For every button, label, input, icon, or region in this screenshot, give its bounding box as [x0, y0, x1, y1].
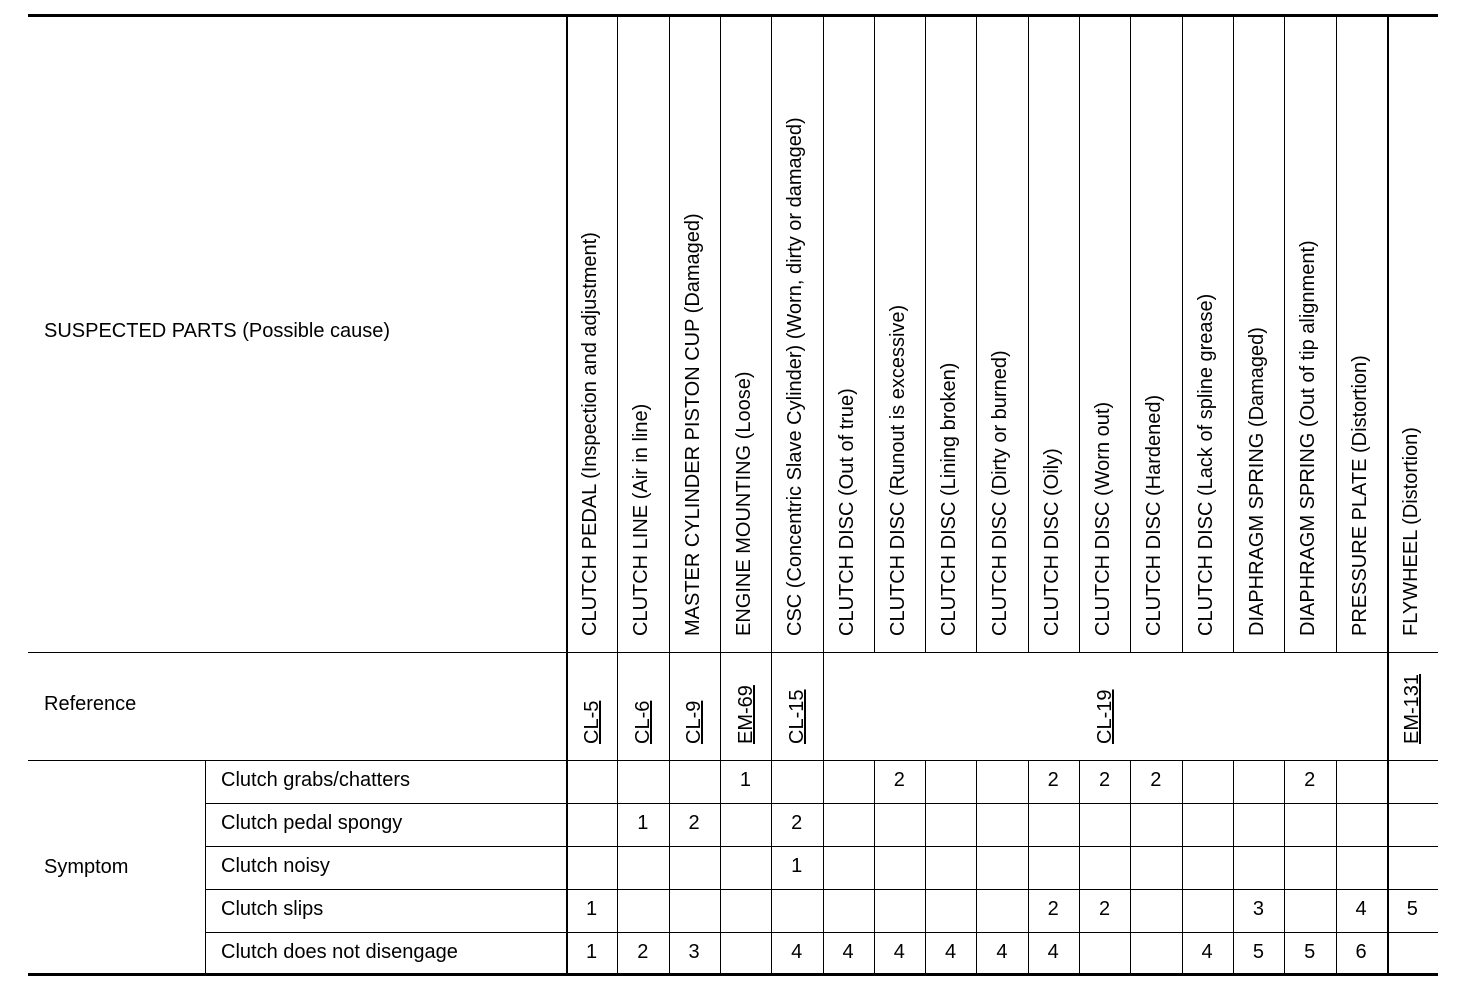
part-header: ENGINE MOUNTING (Loose): [732, 371, 755, 636]
reference-link[interactable]: EM-69: [734, 685, 757, 744]
priority-cell: 5: [1252, 941, 1264, 963]
part-column-divider: [669, 14, 670, 652]
priority-cell: 4: [1047, 941, 1059, 963]
table-top-border: [28, 14, 1438, 17]
priority-cell: 2: [637, 941, 649, 963]
part-header: CSC (Concentric Slave Cylinder) (Worn, dirty or damaged): [784, 117, 807, 636]
priority-cell: 4: [1201, 941, 1213, 963]
priority-cell: 5: [1406, 898, 1418, 920]
part-column-divider: [1079, 14, 1080, 652]
symptom-row-label: Clutch does not disengage: [221, 941, 458, 963]
part-column-divider: [823, 14, 824, 652]
part-column-divider: [1028, 14, 1029, 652]
part-header: CLUTCH DISC (Oily): [1040, 448, 1063, 636]
part-header: CLUTCH DISC (Runout is excessive): [886, 304, 909, 636]
part-column-divider: [1387, 760, 1389, 976]
reference-span-divider: [669, 652, 670, 760]
priority-cell: 2: [1047, 769, 1059, 791]
symptom-row-label: Clutch slips: [221, 898, 324, 920]
part-column-divider: [1130, 14, 1131, 652]
part-header: CLUTCH DISC (Hardened): [1143, 394, 1166, 636]
part-column-divider: [976, 14, 977, 652]
reference-span-divider: [1387, 652, 1389, 760]
part-column-divider: [720, 760, 721, 976]
reference-span-divider: [617, 652, 618, 760]
part-header: CLUTCH DISC (Dirty or burned): [989, 350, 1012, 636]
reference-link[interactable]: CL-5: [580, 700, 603, 744]
part-header: DIAPHRAGM SPRING (Out of tip alignment): [1297, 240, 1320, 636]
reference-link[interactable]: CL-9: [683, 700, 706, 744]
priority-cell: 6: [1355, 941, 1367, 963]
symptom-row-divider: [205, 846, 1438, 847]
symptom-row-divider: [205, 932, 1438, 933]
priority-cell: 2: [1098, 898, 1111, 920]
symptom-row-divider: [205, 889, 1438, 890]
part-column-divider: [720, 14, 721, 652]
priority-cell: 1: [637, 812, 649, 834]
table-bottom-border: [28, 973, 1438, 976]
symptom-row-divider: [205, 803, 1438, 804]
priority-cell: 3: [688, 941, 700, 963]
part-column-divider: [1079, 760, 1080, 976]
priority-cell: 5: [1304, 941, 1316, 963]
part-header: CLUTCH DISC (Out of true): [835, 388, 858, 636]
part-column-divider: [771, 14, 772, 652]
reference-label: Reference: [44, 693, 137, 715]
reference-span-divider: [720, 652, 721, 760]
priority-cell: 3: [1252, 898, 1264, 920]
priority-cell: 4: [893, 941, 905, 963]
priority-cell: 1: [791, 855, 803, 877]
symptom-column-divider: [205, 760, 206, 976]
reference-span-divider: [823, 652, 824, 760]
part-header: CLUTCH LINE (Air in line): [630, 403, 653, 636]
symptom-row-label: Clutch grabs/chatters: [221, 769, 410, 791]
priority-cell: 2: [1047, 898, 1059, 920]
priority-cell: 4: [996, 941, 1008, 963]
priority-cell: 2: [1304, 769, 1316, 791]
part-header: MASTER CYLINDER PISTON CUP (Damaged): [681, 213, 704, 636]
part-header: FLYWHEEL (Distortion): [1399, 427, 1422, 636]
suspected-parts-header: SUSPECTED PARTS (Possible cause): [44, 320, 391, 342]
part-column-divider: [617, 14, 618, 652]
priority-cell: 4: [842, 941, 854, 963]
priority-cell: 2: [893, 769, 905, 791]
reference-span-divider: [566, 652, 568, 760]
reference-link[interactable]: CL-6: [631, 700, 654, 744]
priority-cell: 4: [1355, 898, 1367, 920]
part-column-divider: [566, 14, 568, 652]
part-column-divider: [1182, 14, 1183, 652]
priority-cell: 1: [739, 769, 751, 791]
priority-cell: 4: [945, 941, 957, 963]
part-column-divider: [1233, 14, 1234, 652]
symptom-row-label: Clutch noisy: [221, 855, 330, 877]
part-header: CLUTCH DISC (Worn out): [1092, 401, 1114, 636]
part-header: DIAPHRAGM SPRING (Damaged): [1245, 327, 1268, 636]
part-column-divider: [1284, 14, 1285, 652]
part-column-divider: [1387, 14, 1389, 652]
priority-cell: 2: [1150, 769, 1162, 791]
priority-cell: 1: [585, 941, 598, 963]
reference-link[interactable]: CL-19: [1093, 689, 1116, 744]
part-column-divider: [1130, 760, 1131, 976]
reference-link[interactable]: EM-131: [1401, 673, 1424, 744]
header-divider: [28, 652, 1438, 653]
part-header: CLUTCH DISC (Lining broken): [938, 362, 961, 636]
part-header: PRESSURE PLATE (Distortion): [1348, 355, 1371, 636]
priority-cell: 4: [791, 941, 803, 963]
part-column-divider: [874, 14, 875, 652]
reference-divider: [28, 760, 1438, 761]
part-header: CLUTCH DISC (Lack of spline grease): [1194, 293, 1217, 636]
priority-cell: 1: [585, 898, 598, 920]
part-header: CLUTCH PEDAL (Inspection and adjustment): [579, 232, 601, 636]
part-column-divider: [1336, 14, 1337, 652]
symptom-label: Symptom: [44, 856, 129, 878]
reference-span-divider: [771, 652, 772, 760]
troubleshooting-table: [28, 14, 1438, 976]
part-column-divider: [925, 14, 926, 652]
reference-link[interactable]: CL-15: [785, 689, 808, 744]
priority-cell: 2: [791, 812, 803, 834]
priority-cell: 2: [1098, 769, 1111, 791]
symptom-row-label: Clutch pedal spongy: [221, 812, 403, 834]
priority-cell: 2: [688, 812, 700, 834]
